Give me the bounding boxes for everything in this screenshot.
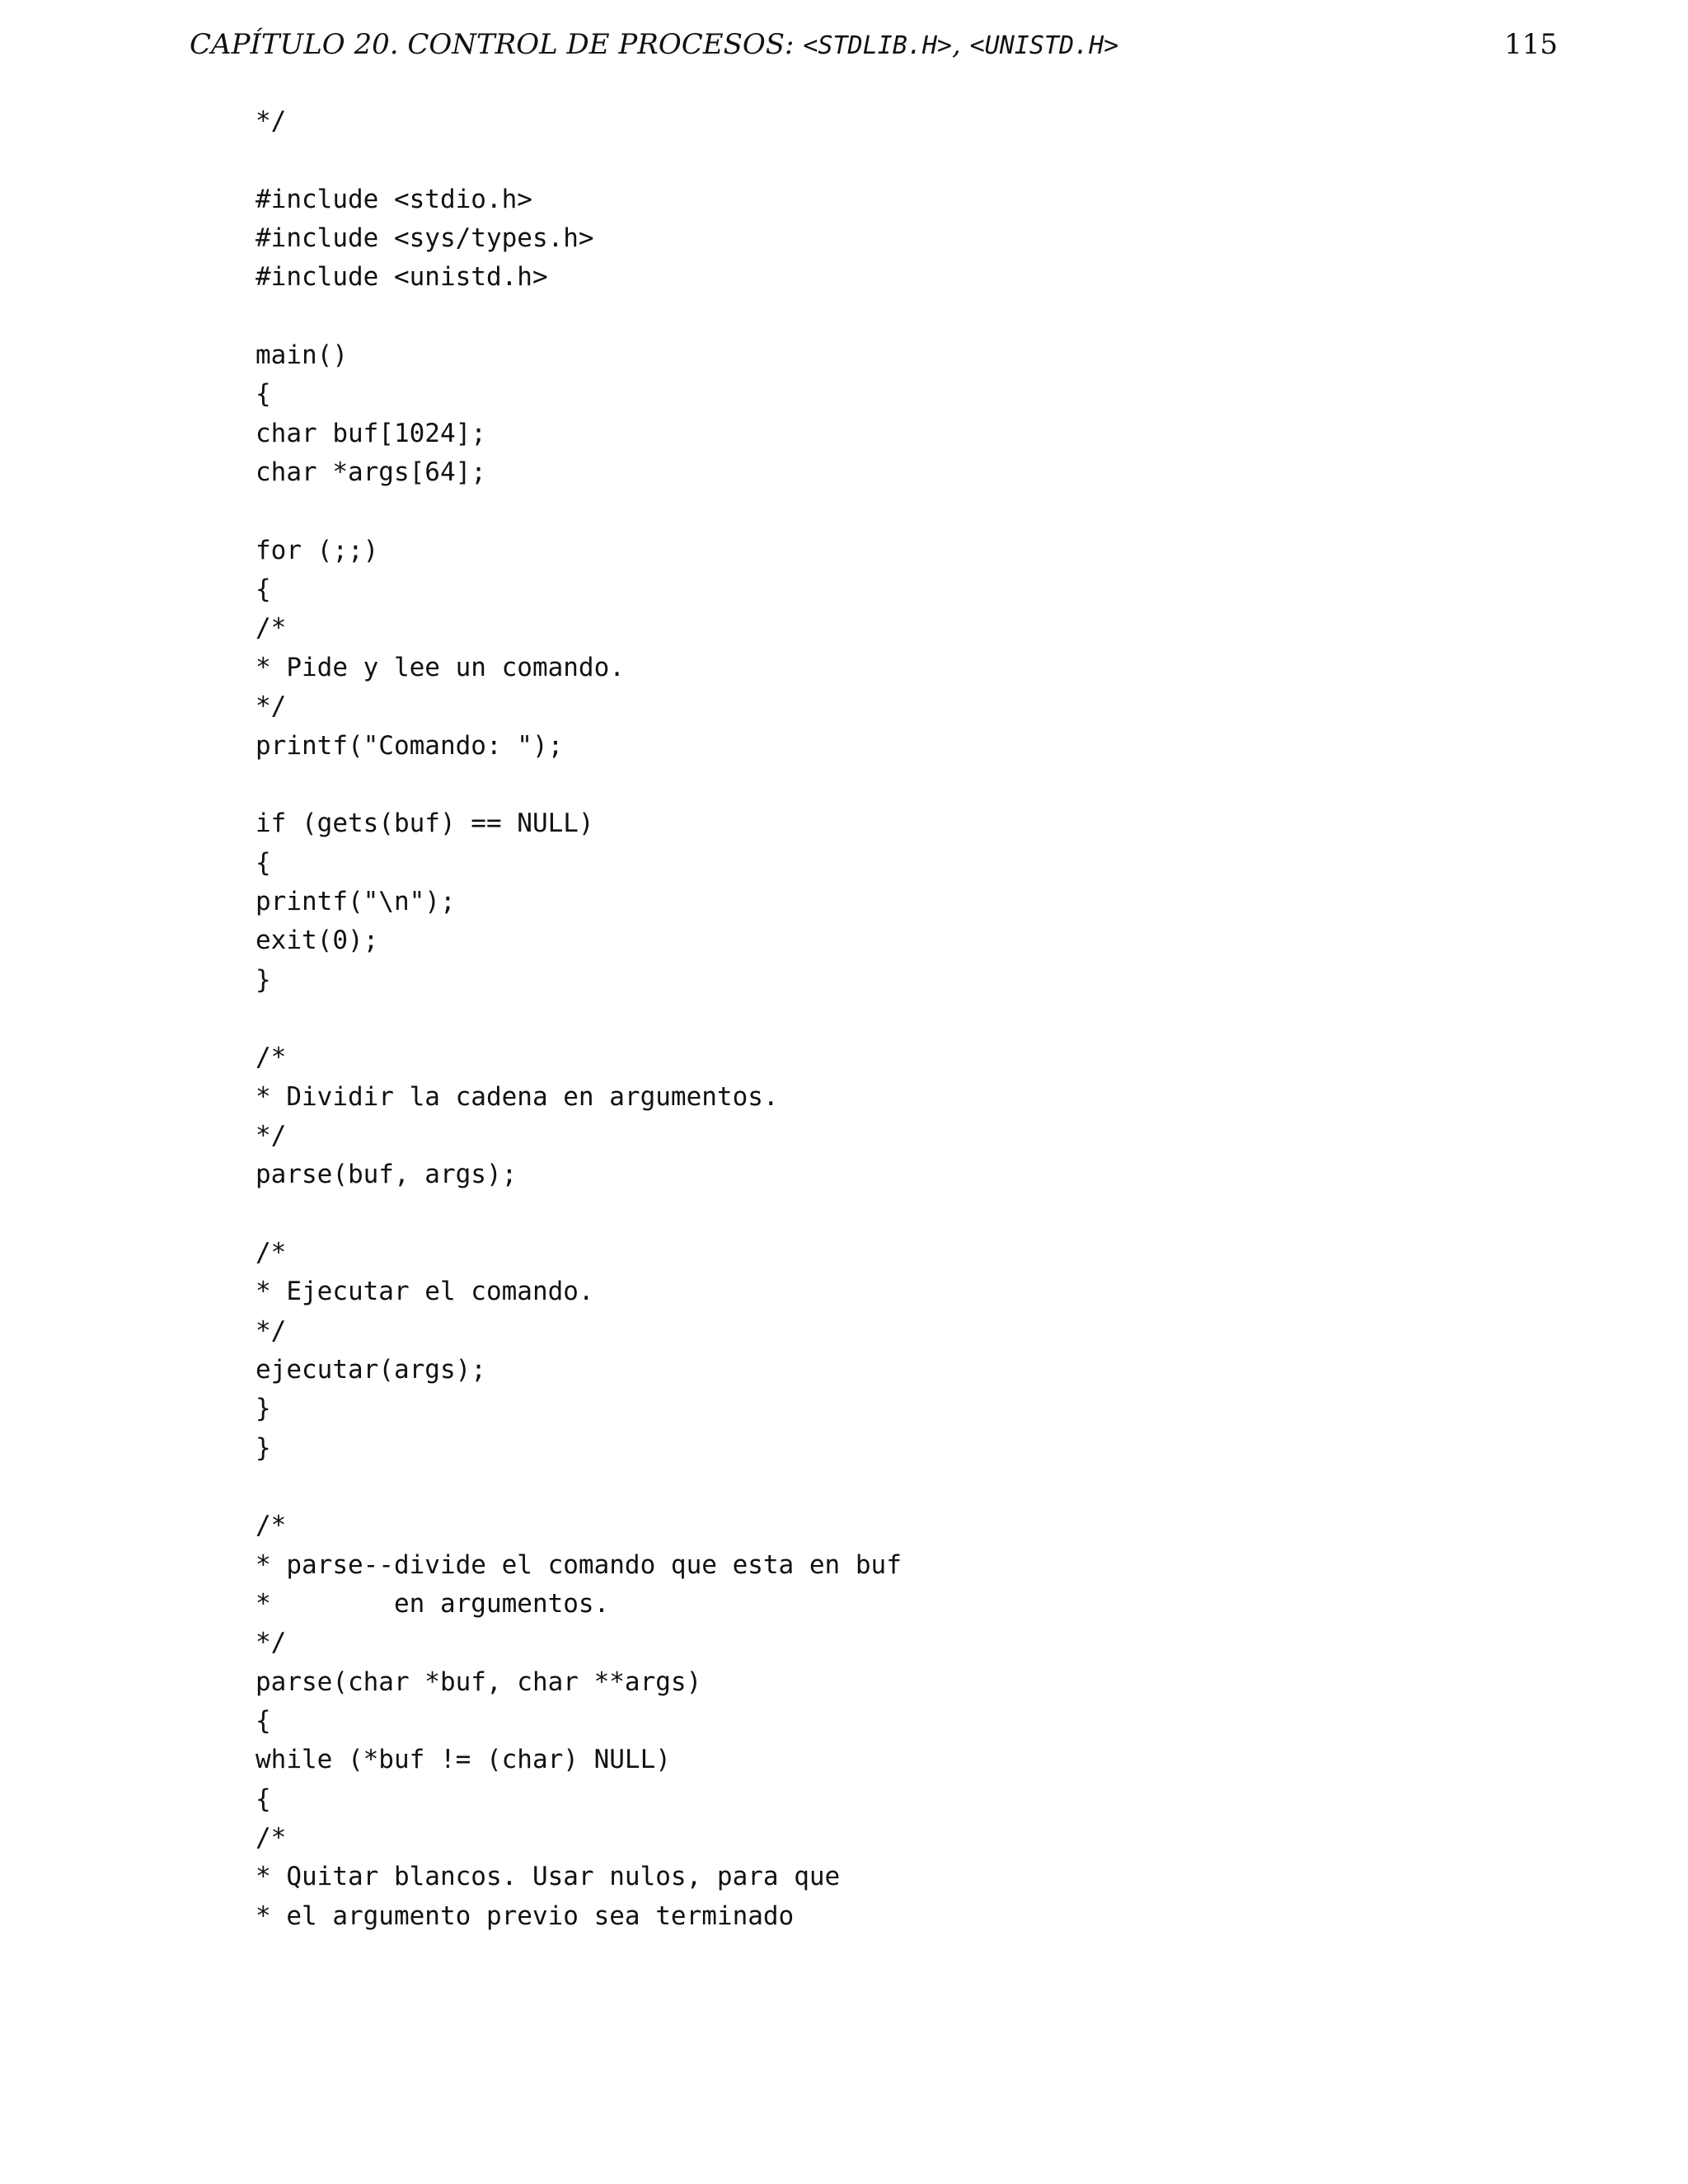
header-separator: , bbox=[951, 28, 970, 61]
code-line: /* bbox=[256, 613, 287, 644]
code-line: #include <sys/types.h> bbox=[256, 223, 594, 254]
code-line: * parse--divide el comando que esta en buf bbox=[256, 1549, 902, 1580]
code-line: printf("\n"); bbox=[256, 886, 456, 916]
code-line: /* bbox=[256, 1511, 287, 1541]
code-line: */ bbox=[256, 1628, 287, 1658]
code-line bbox=[256, 766, 902, 804]
code-line bbox=[256, 298, 902, 336]
code-line: parse(buf, args); bbox=[256, 1160, 518, 1190]
code-line: main() bbox=[256, 340, 348, 371]
code-line: #include <unistd.h> bbox=[256, 262, 548, 293]
code-line: exit(0); bbox=[256, 926, 379, 956]
code-line: #include <stdio.h> bbox=[256, 184, 532, 214]
code-line: while (*buf != (char) NULL) bbox=[256, 1745, 671, 1775]
code-line: * en argumentos. bbox=[256, 1589, 610, 1619]
code-line: char *args[64]; bbox=[256, 457, 486, 488]
code-line: { bbox=[256, 1706, 271, 1736]
code-line: ejecutar(args); bbox=[256, 1355, 486, 1385]
code-line: /* bbox=[256, 1237, 287, 1268]
stdlib-header-name: <STDLIB.H> bbox=[803, 31, 952, 60]
running-header-title bbox=[190, 23, 1118, 68]
code-line: parse(char *buf, char **args) bbox=[256, 1666, 702, 1697]
code-line: * Dividir la cadena en argumentos. bbox=[256, 1081, 779, 1112]
code-line: char buf[1024]; bbox=[256, 418, 486, 448]
code-line: } bbox=[256, 1394, 271, 1424]
code-line: if (gets(buf) == NULL) bbox=[256, 808, 594, 839]
unistd-header-name: <UNISTD.H> bbox=[969, 31, 1119, 60]
code-line: * Ejecutar el comando. bbox=[256, 1277, 594, 1307]
code-line: { bbox=[256, 574, 271, 605]
chapter-title: CAPÍTULO 20. CONTROL DE PROCESOS: bbox=[190, 28, 804, 61]
code-line: * Pide y lee un comando. bbox=[256, 652, 625, 682]
code-line: /* bbox=[256, 1823, 287, 1854]
code-line: } bbox=[256, 964, 271, 995]
code-line: */ bbox=[256, 106, 287, 136]
code-line: * Quitar blancos. Usar nulos, para que bbox=[256, 1862, 841, 1892]
code-line bbox=[256, 492, 902, 531]
code-line: } bbox=[256, 1432, 271, 1463]
code-line: { bbox=[256, 847, 271, 878]
page-number: 115 bbox=[1504, 28, 1558, 61]
code-line bbox=[256, 141, 902, 180]
code-line bbox=[256, 1468, 902, 1507]
code-line: */ bbox=[256, 1315, 287, 1346]
code-line: { bbox=[256, 1783, 271, 1814]
code-listing bbox=[256, 102, 902, 1936]
code-line: * el argumento previo sea terminado bbox=[256, 1900, 795, 1931]
code-line bbox=[256, 1195, 902, 1234]
code-line: /* bbox=[256, 1043, 287, 1073]
page-header bbox=[190, 23, 1558, 66]
code-line: for (;;) bbox=[256, 535, 379, 565]
code-line: */ bbox=[256, 1120, 287, 1151]
code-line: printf("Comando: "); bbox=[256, 730, 564, 761]
code-line bbox=[256, 1000, 902, 1038]
code-line: */ bbox=[256, 691, 287, 722]
code-line: { bbox=[256, 379, 271, 410]
